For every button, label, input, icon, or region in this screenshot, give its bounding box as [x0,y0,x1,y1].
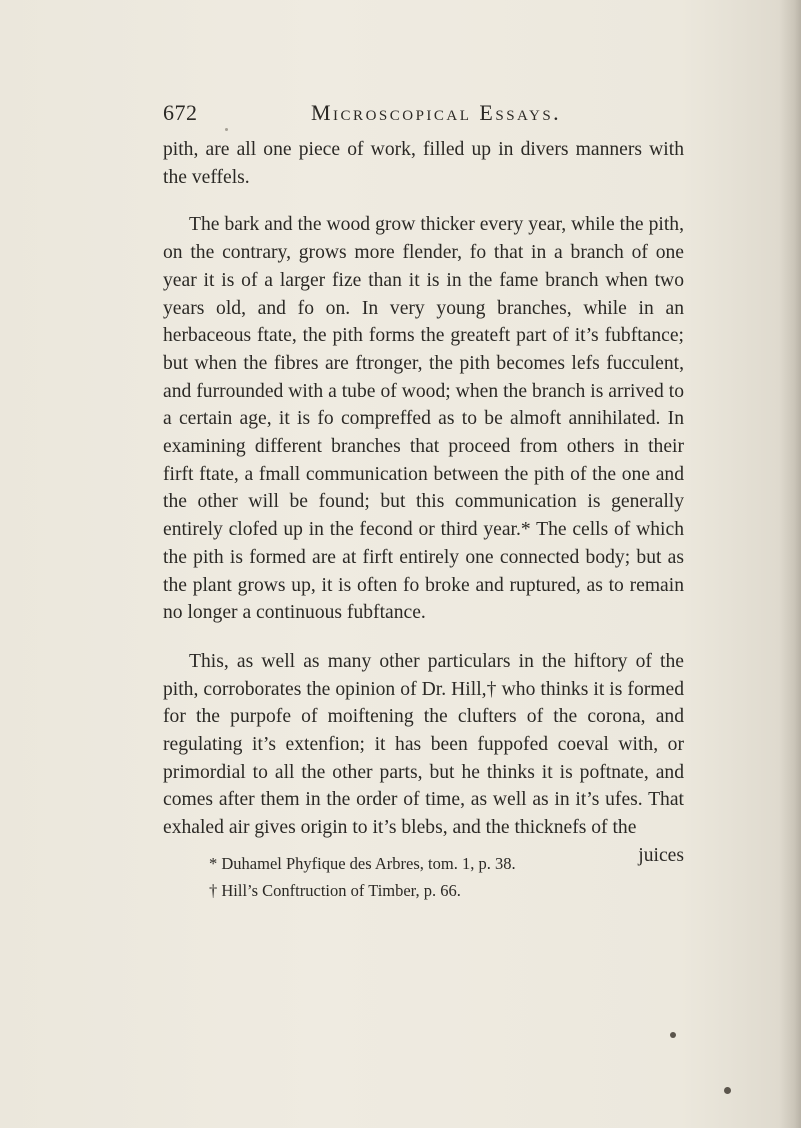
body-text [163,136,684,870]
ink-speck [724,1087,731,1094]
page-header [163,100,683,130]
paragraph-3: This, as well as many other particulars in the hiftory of the pith, corroborates the opinion of Dr. Hill,† who thinks it is formed for the purpofe of moiftening the clufters of the corona, and regulating it’s extenfion; it has been fuppofed coeval with, or primordial to all the other parts, but he thinks it is poftnate, and comes after them in the order of time, as well as in it’s ufes. That exhaled air gives origin to it’s blebs, and the thicknefs of the [163,650,684,839]
ink-speck [670,1032,676,1038]
footnote-2: † Hill’s Conftruction of Timber, p. 66. [209,881,461,900]
continuation-word: juices [638,844,684,866]
page-number: 672 [163,100,198,125]
paragraph-2: The bark and the wood grow thicker every year, while the pith, on the contrary, grows more flender, fo that in a branch of one year it is of a larger fize than it is in the fame branch when two years old, and fo on. In very young branches, while in an herbaceous ftate, the pith forms the greateft part of it’s fubftance; but when the fibres are ftronger, the pith becomes lefs fucculent, and furrounded with a tube of wood; when the branch is arrived to a certain age, it is fo compreffed as to be almoft annihilated. In examining different branches that proceed from others in their firft ftate, a fmall communication between the pith of the one and the other will be found; but this communication is generally entirely clofed up in the fecond or third year.* The cells of which the pith is formed are at firft entirely one connected body; but as the plant grows up, it is often fo broke and ruptured, as to remain no longer a continuous fubftance. [163,214,684,624]
paragraph-1: pith, are all one piece of work, filled up in divers manners with the veffels. [163,139,684,188]
footnote-1: * Duhamel Phyfique des Arbres, tom. 1, p. 38. [209,854,516,873]
ink-speck [225,128,228,131]
footnotes [163,850,684,904]
page-edge-shadow [779,0,801,1128]
running-head: Microscopical Essays. [311,100,562,125]
